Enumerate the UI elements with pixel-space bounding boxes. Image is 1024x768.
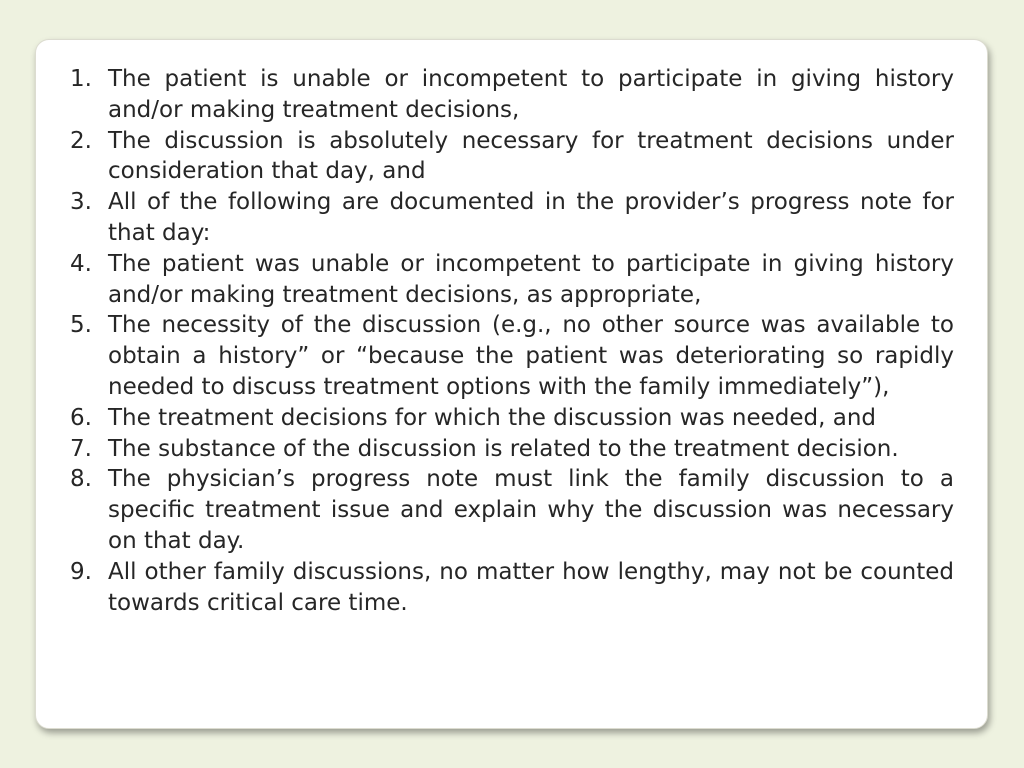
list-number: 6. — [70, 404, 92, 431]
list-number: 4. — [70, 250, 92, 277]
list-item — [70, 64, 954, 126]
list-item-text: The discussion is absolutely necessary for treatment decisions under consideration that day, and — [108, 127, 954, 185]
list-number: 2. — [70, 127, 92, 154]
list-item — [70, 187, 954, 249]
list-number: 1. — [70, 66, 92, 92]
list-item-text: The treatment decisions for which the discussion was needed, and — [108, 404, 877, 431]
list-number: 8. — [70, 466, 92, 493]
list-item-text: All of the following are documented in the provider’s progress note for that day: — [108, 189, 954, 246]
list-number: 7. — [70, 435, 92, 462]
list-item — [70, 249, 954, 311]
list-item-text: The physician’s progress note must link the family discussion to a specific treatment issue and explain why the discussion was necessary on that day. — [108, 466, 954, 554]
list-number: 9. — [70, 558, 92, 585]
list-item — [70, 434, 954, 465]
list-item-text: The substance of the discussion is related to the treatment decision. — [108, 435, 899, 462]
list-item — [70, 310, 954, 402]
list-item-text: The patient is unable or incompetent to participate in giving history and/or making treatment decisions, — [108, 66, 954, 123]
list-number: 3. — [70, 189, 92, 216]
list-item — [70, 126, 954, 188]
list-item — [70, 403, 954, 434]
list-item — [70, 557, 954, 619]
list-item-text: All other family discussions, no matter how lengthy, may not be counted towards critical care time. — [108, 558, 954, 616]
list-number: 5. — [70, 312, 92, 339]
list-item-text: The patient was unable or incompetent to participate in giving history and/or making treatment decisions, as appropriate, — [108, 250, 954, 308]
numbered-list — [70, 64, 954, 618]
list-item-text: The necessity of the discussion (e.g., no other source was available to obtain a history” or “because the patient was deteriorating so rapidly needed to discuss treatment options with the family immediately”), — [108, 312, 954, 400]
list-item — [70, 464, 954, 556]
